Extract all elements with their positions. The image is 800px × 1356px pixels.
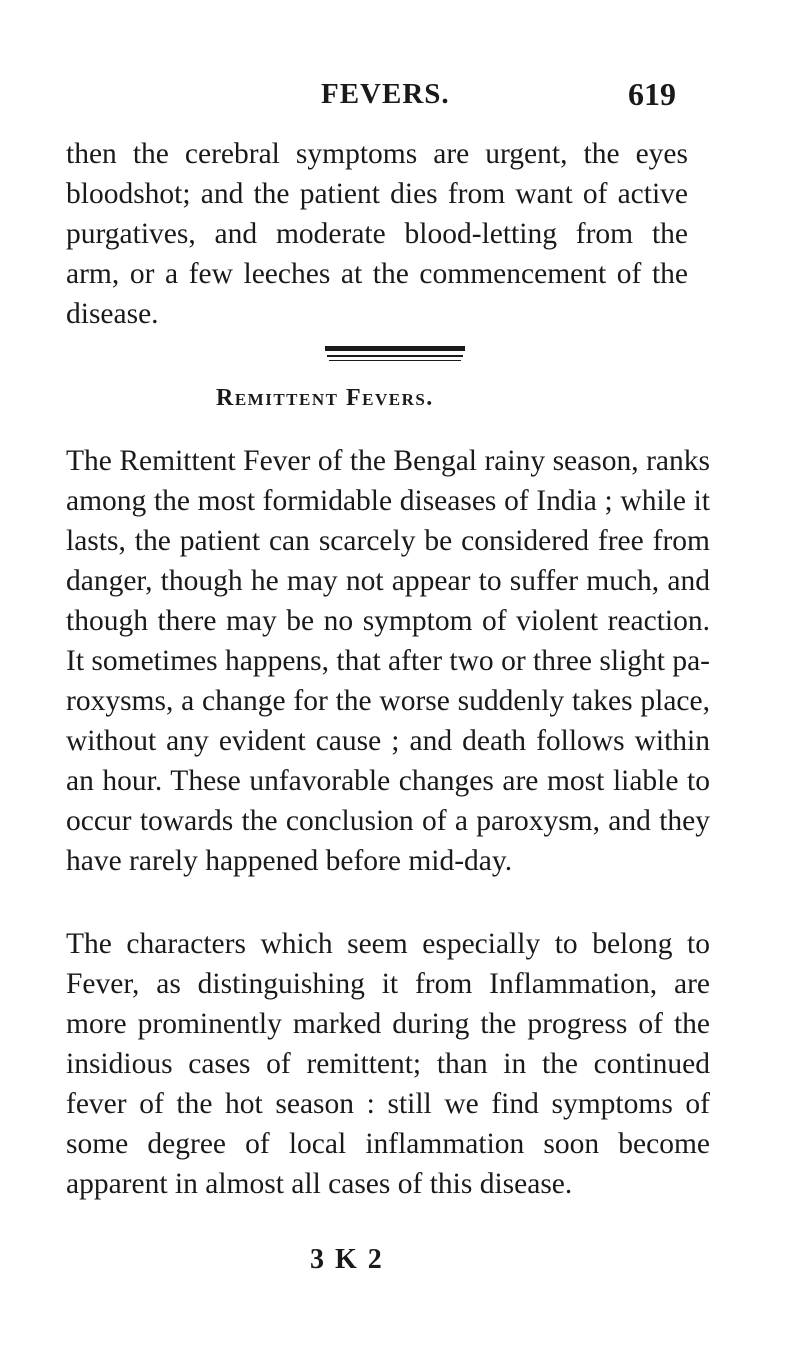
section-divider-rule — [325, 346, 465, 362]
paragraph-remittent-fever: The Remittent Fever of the Bengal rainy season, ranks among the most formidable diseases of India ; while it lasts, the patient can scarcely be considered free from danger, though he may not appear to suffer much, and though there may be no symptom of violent reaction. It sometimes happens, that after two or three slight paroxysms, a change for the worse suddenly takes place, without any evident cause ; and death follows within an hour. These unfavorable changes are most liable to occur towards the conclusion of a paroxysm, and they have rarely happened before mid-day. — [66, 445, 710, 877]
page-header — [0, 74, 800, 114]
page-number: 619 — [628, 76, 676, 112]
signature-mark: 3 K 2 — [310, 1244, 384, 1275]
divider-thick-line — [325, 346, 465, 351]
section-heading: Remittent Fevers. — [216, 385, 434, 411]
divider-thin-line — [327, 355, 463, 357]
paragraph-continuation: then the cerebral symptoms are urgent, the eyes bloodshot; and the patient dies from want of active purgatives, and moderate blood-letting from the arm, or a few leeches at the commencement of the disease. — [66, 138, 688, 330]
paragraph-characters: The characters which seem especially to belong to Fever, as distinguishing it from Inflammation, are more prominently marked during the progress of the insidious cases of remittent; than in the continued fever of the hot season : still we find symptoms of some degree of local inflammation soon become apparent in almost all cases of this disease. — [66, 928, 710, 1200]
divider-hairline — [329, 360, 461, 361]
running-title: FEVERS. — [321, 78, 450, 110]
